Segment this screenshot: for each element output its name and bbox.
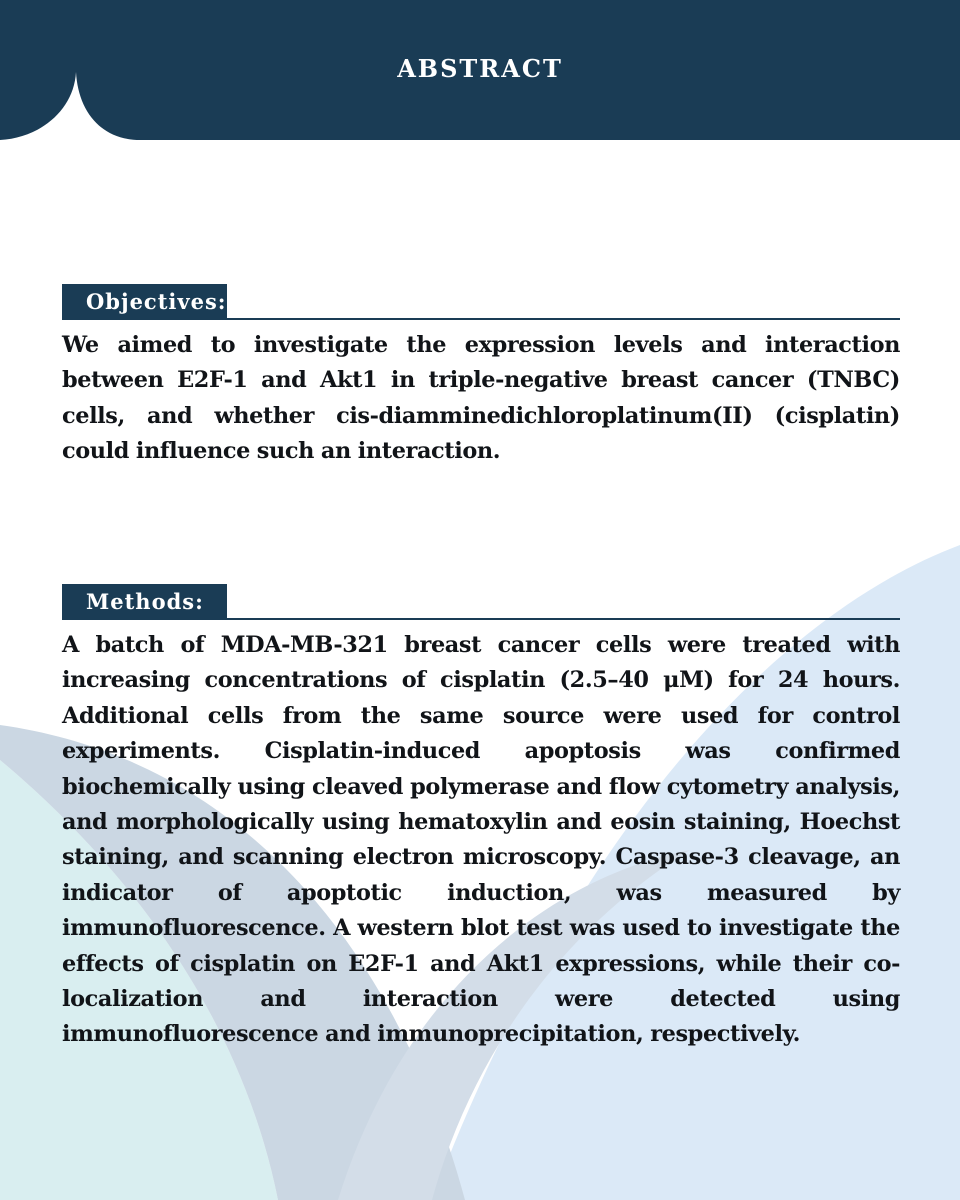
objectives-label: Objectives: bbox=[62, 284, 227, 320]
methods-section bbox=[62, 584, 900, 1053]
objectives-text: We aimed to investigate the expression levels and interaction between E2F-1 and Akt1 in triple-negative breast cancer (TNBC) cells, and whether cis-diamminedichloroplatinum(II) (cisplatin) could influence such an interaction. bbox=[62, 332, 900, 465]
methods-text: A batch of MDA-MB-321 breast cancer cells were treated with increasing concentrations of cisplatin (2.5–40 μM) for 24 hours. Additional cells from the same source were used for control experiments. Cisplatin-induced apoptosis was confirmed biochemically using cleaved polymerase and flow cytometry analysis, and morphologically using hematoxylin and eosin staining, Hoechst staining, and scanning electron microscopy. Caspase-3 cleavage, an indicator of apoptotic induction, was measured by immunofluorescence. A western blot test was used to investigate the effects of cisplatin on E2F-1 and Akt1 expressions, while their co-localization and interaction were detected using immunofluorescence and immunoprecipitation, respectively. bbox=[62, 632, 900, 1048]
objectives-heading bbox=[62, 284, 900, 320]
methods-label: Methods: bbox=[62, 584, 227, 620]
objectives-rule bbox=[62, 318, 900, 320]
methods-heading bbox=[62, 584, 900, 620]
page-title: ABSTRACT bbox=[397, 54, 563, 83]
methods-rule bbox=[62, 618, 900, 620]
objectives-section bbox=[62, 284, 900, 470]
